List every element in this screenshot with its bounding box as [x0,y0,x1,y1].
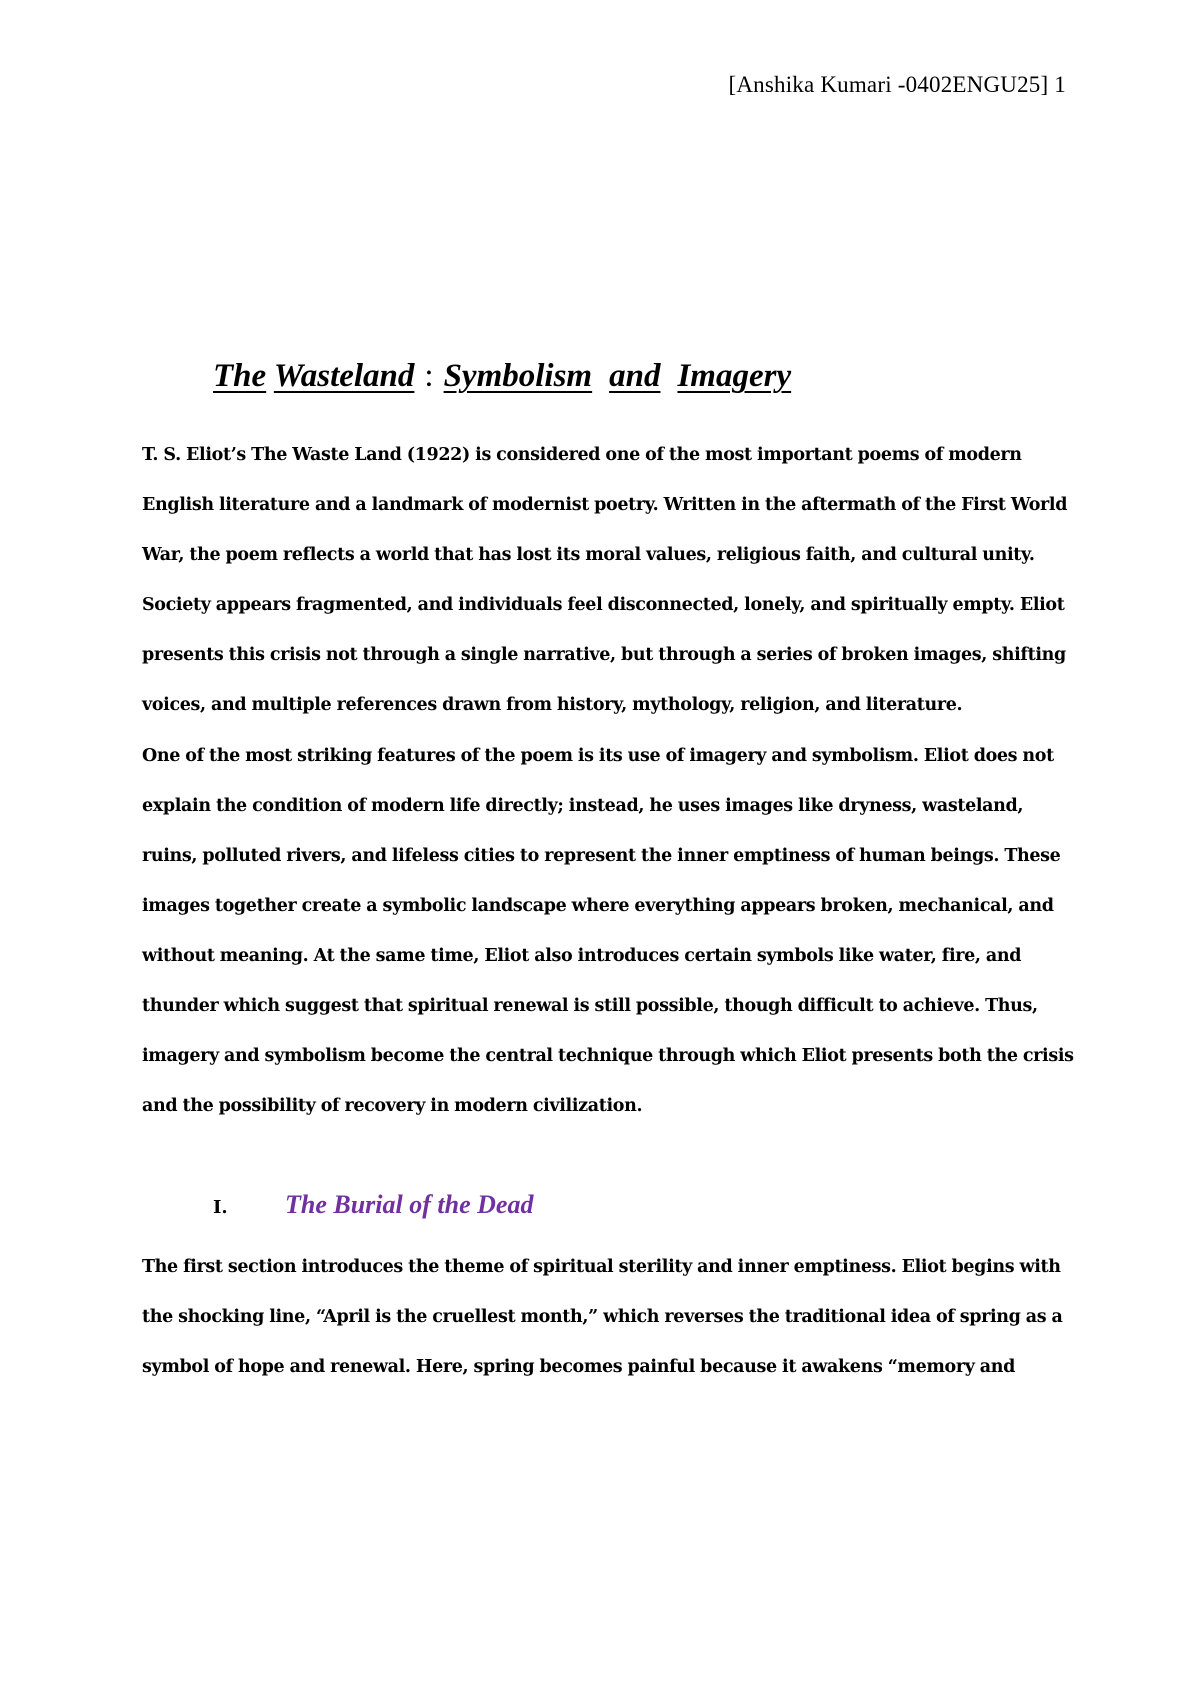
running-head: [Anshika Kumari -0402ENGU25] 1 [728,72,1066,97]
section-paragraph: The first section introduces the theme of spiritual sterility and inner emptiness. Eliot begins with the shocking line, “April is the cruellest month,” which reverses the traditional idea of spring as a symbol of hope and renewal. Here, spring becomes painful because it awakens “memory and [142,1257,1063,1377]
title-word-symbolism: Symbolism [443,358,593,394]
title-word-imagery: Imagery [677,358,792,394]
intro-paragraph: T. S. Eliot’s The Waste Land (1922) is considered one of the most important poems of modern English literature and a landmark of modernist poetry. Written in the aftermath of the First World War, the poem reflects a world that has lost its moral values, religious faith, and cultural unity. Society appears fragmented, and individuals feel disconnected, lonely, and spiritually empty. Eliot presents this crisis not through a single narrative, but through a series of broken images, shifting voices, and multiple references drawn from history, mythology, religion, and literature. [142,445,1068,715]
title-word-and: and [609,358,661,394]
section-number: I. [213,1197,228,1218]
section-title: The Burial of the Dead [285,1190,534,1219]
section-heading [213,1190,533,1220]
document-title [213,358,791,395]
title-word-the: The [213,358,267,394]
imagery-paragraph: One of the most striking features of the poem is its use of imagery and symbolism. Eliot does not explain the condition of modern life directly; instead, he uses images like dryness, wasteland, ruins, polluted rivers, and lifeless cities to represent the inner emptiness of human beings. These images together create a symbolic landscape where everything appears broken, mechanical, and without meaning. At the same time, Eliot also introduces certain symbols like water, fire, and thunder which suggest that spiritual renewal is still possible, though difficult to achieve. Thus, imagery and symbolism become the central technique through which Eliot presents both the crisis and the possibility of recovery in modern civilization. [142,746,1074,1116]
title-separator: : [424,358,434,394]
title-word-wasteland: Wasteland [273,358,415,394]
